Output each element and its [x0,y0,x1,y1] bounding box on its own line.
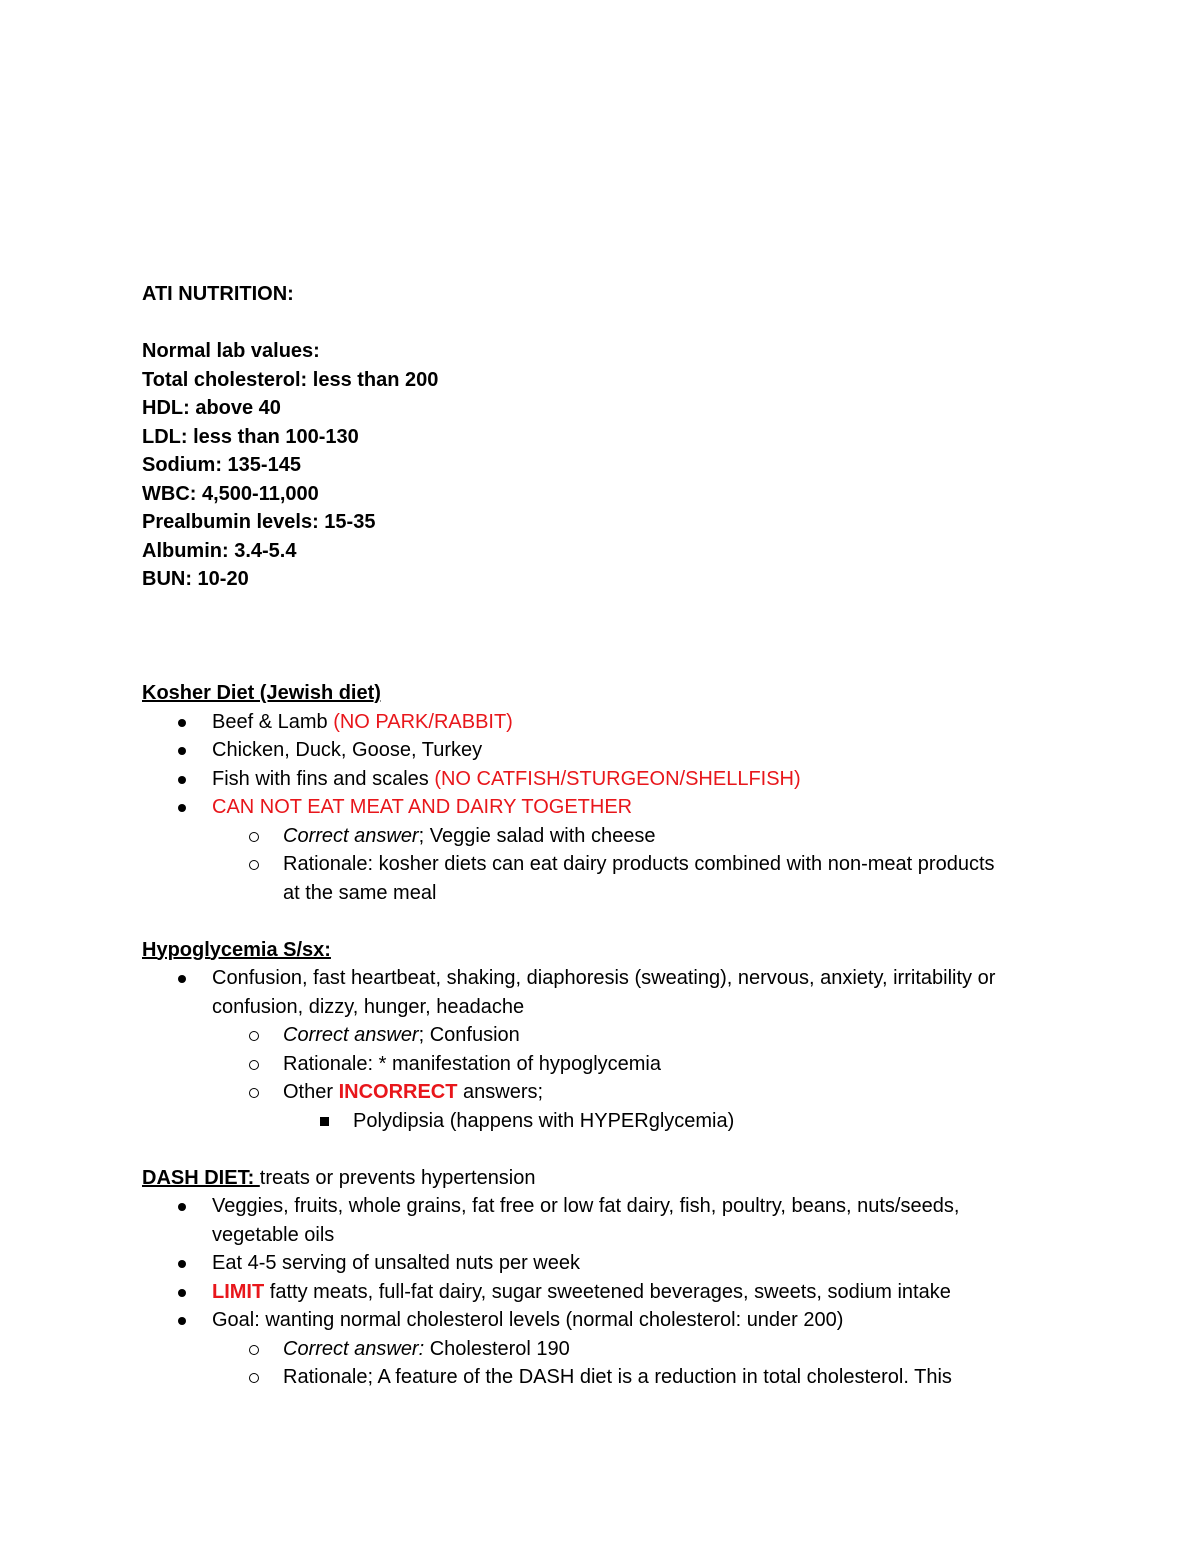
bullet-disc-icon [178,1203,186,1211]
item-text: Beef & Lamb [212,710,334,733]
sub-list-item [142,850,1062,879]
list-item [142,765,1062,794]
labs-heading: Normal lab values: [142,340,320,362]
lab-value: HDL: above 40 [142,397,281,419]
sub-sub-list-item [142,1107,1062,1136]
lab-value: BUN: 10-20 [142,568,249,590]
sub-list-item [142,822,1062,851]
bullet-disc-icon [178,1260,186,1268]
item-text: Chicken, Duck, Goose, Turkey [212,739,483,761]
item-warning: (NO PARK/RABBIT) [333,710,513,733]
sub-list-item [142,1021,1062,1050]
item-text: Eat 4-5 serving of unsalted nuts per week [212,1252,580,1274]
sub-list-item [142,1078,1062,1107]
answer-label: Correct answer [283,1024,419,1046]
bullet-circle-icon [249,1373,259,1383]
bullet-disc-icon [178,719,186,727]
bullet-circle-icon [249,1345,259,1355]
lab-value: Sodium: 135-145 [142,454,301,476]
bullet-circle-icon [249,1060,259,1070]
item-warning: CAN NOT EAT MEAT AND DAIRY TOGETHER [212,796,633,818]
list-item [142,1192,1062,1221]
bullet-disc-icon [178,975,186,983]
dash-heading-line [142,1164,1062,1193]
list-item [142,1306,1062,1335]
list-item [142,1278,1062,1307]
document-title: ATI NUTRITION: [142,283,294,305]
item-continuation: confusion, dizzy, hunger, headache [212,995,525,1018]
dash-heading: DASH DIET: [142,1166,260,1189]
bullet-square-icon [320,1117,329,1126]
answer-label: Correct answer [283,824,419,847]
bullet-circle-icon [249,1088,259,1098]
bullet-disc-icon [178,747,186,755]
lab-value: LDL: less than 100-130 [142,425,359,448]
sub-list-item [142,1335,1062,1364]
bullet-disc-icon [178,776,186,784]
item-warning: INCORRECT [338,1081,458,1103]
list-item [142,964,1062,993]
item-text: Polydipsia (happens with HYPERglycemia) [353,1109,735,1132]
item-text: Other [283,1081,339,1103]
item-warning: (NO CATFISH/STURGEON/SHELLFISH) [434,767,801,790]
bullet-disc-icon [178,1289,186,1297]
list-item [142,708,1062,737]
rationale-text: Rationale; A feature of the DASH diet is a reduction in total cholesterol. This [283,1366,952,1388]
item-text: fatty meats, full-fat dairy, sugar sweetened beverages, sweets, sodium intake [264,1280,951,1303]
lab-value: Albumin: 3.4-5.4 [142,539,297,562]
bullet-circle-icon [249,860,259,870]
list-item [142,736,1062,765]
answer-text: ; Confusion [418,1024,520,1046]
rationale-text: Rationale: * manifestation of hypoglycemia [283,1052,661,1075]
document-page [142,280,1062,1392]
item-warning: LIMIT [212,1280,265,1303]
item-text: Confusion, fast heartbeat, shaking, diaphoresis (sweating), nervous, anxiety, irritability or [212,967,996,989]
hypoglycemia-heading: Hypoglycemia S/sx: [142,938,331,961]
rationale-text: Rationale: kosher diets can eat dairy products combined with non-meat products [283,853,995,875]
item-text: Veggies, fruits, whole grains, fat free or low fat dairy, fish, poultry, beans, nuts/seeds, [212,1195,960,1217]
item-text: Goal: wanting normal cholesterol levels (normal cholesterol: under 200) [212,1309,844,1331]
lab-value: Total cholesterol: less than 200 [142,368,439,391]
bullet-disc-icon [178,1317,186,1325]
answer-label: Correct answer: [283,1337,425,1360]
item-text: answers; [457,1081,544,1103]
bullet-disc-icon [178,804,186,812]
list-item [142,1249,1062,1278]
bullet-circle-icon [249,1031,259,1041]
list-item [142,793,1062,822]
lab-value: WBC: 4,500-11,000 [142,482,319,505]
item-text: Fish with fins and scales [212,767,435,790]
answer-text: Cholesterol 190 [424,1337,570,1360]
bullet-circle-icon [249,832,259,842]
item-continuation: vegetable oils [212,1223,335,1246]
answer-text: ; Veggie salad with cheese [418,824,656,847]
lab-value: Prealbumin levels: 15-35 [142,511,376,533]
kosher-heading: Kosher Diet (Jewish diet) [142,682,381,704]
sub-list-item [142,1050,1062,1079]
dash-heading-description: treats or prevents hypertension [259,1166,536,1189]
rationale-continuation: at the same meal [283,881,437,904]
sub-list-item [142,1363,1062,1392]
